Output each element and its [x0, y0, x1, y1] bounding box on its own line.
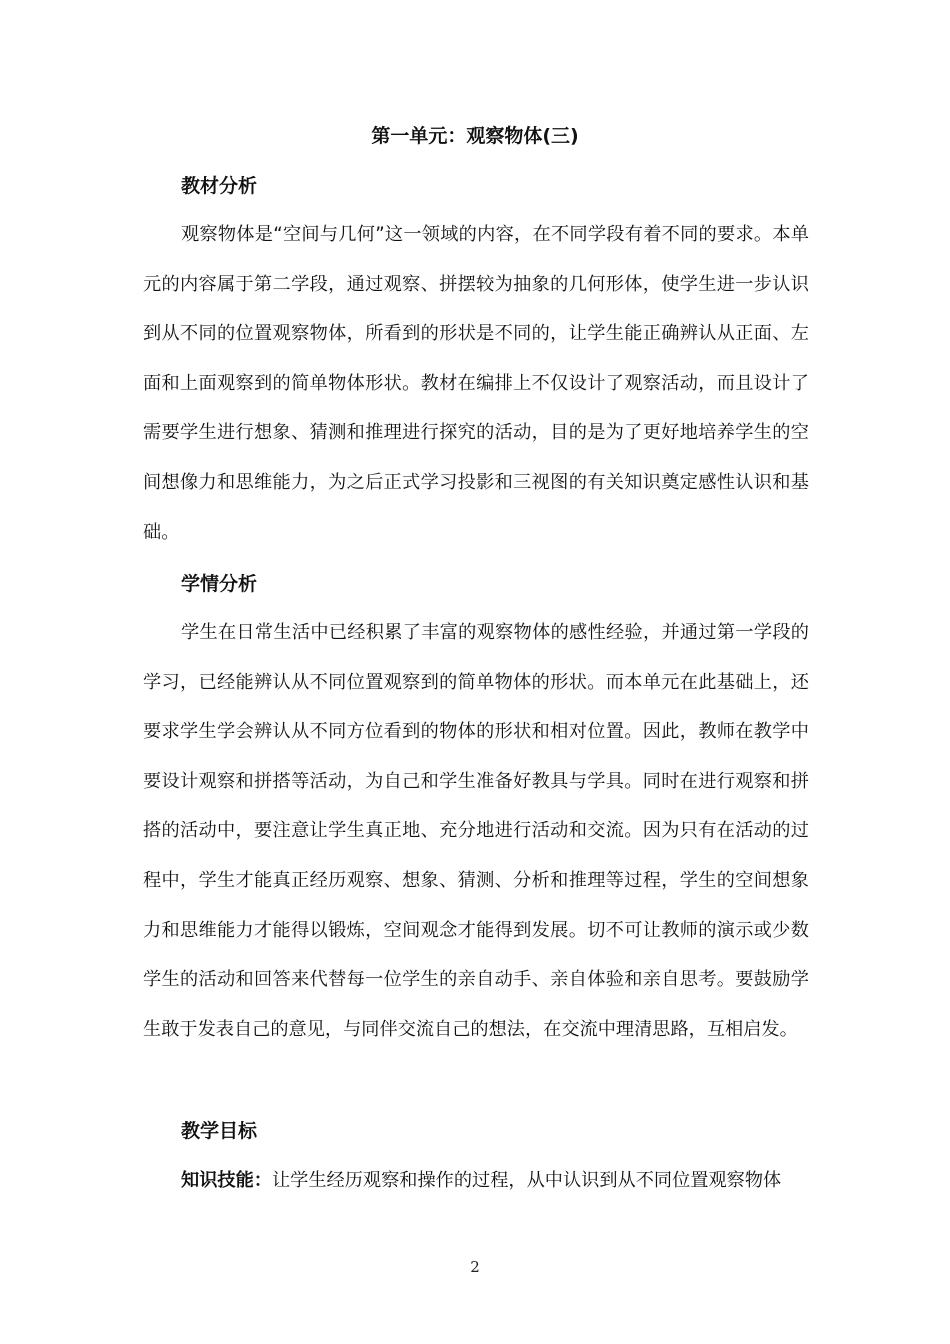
- section-heading-teaching-goals: 教学目标: [181, 1120, 258, 1142]
- knowledge-skills-text: 让学生经历观察和操作的过程，从中认识到从不同位置观察物体: [271, 1170, 782, 1191]
- paragraph-knowledge-skills: [181, 1165, 809, 1197]
- section-heading-student-analysis: 学情分析: [181, 573, 258, 595]
- page-title: 第一单元：观察物体(三): [371, 125, 579, 147]
- page-number: 2: [470, 1258, 480, 1276]
- paragraph-material-analysis: 观察物体是“空间与几何”这一领域的内容，在不同学段有着不同的要求。本单元的内容属于第二学段，通过观察、拼摆较为抽象的几何形体，使学生进一步认识到从不同的位置观察物体，所看到的形状是不同的，让学生能正确辨认从正面、左面和上面观察到的简单物体形状。教材在编排上不仅设计了观察活动，而且设计了需要学生进行想象、猜测和推理进行探究的活动，目的是为了更好地培养学生的空间想像力和思维能力，为之后正式学习投影和三视图的有关知识奠定感性认识和基础。: [143, 224, 809, 543]
- section-heading-material-analysis: 教材分析: [181, 175, 258, 197]
- knowledge-skills-label: 知识技能：: [181, 1170, 272, 1191]
- paragraph-student-analysis: 学生在日常生活中已经积累了丰富的观察物体的感性经验，并通过第一学段的学习，已经能辨认从不同位置观察到的简单物体的形状。而本单元在此基础上，还要求学生学会辨认从不同方位看到的物体的形状和相对位置。因此，教师在教学中要设计观察和拼搭等活动，为自己和学生准备好教具与学具。同时在进行观察和拼搭的活动中，要注意让学生真正地、充分地进行活动和交流。因为只有在活动的过程中，学生才能真正经历观察、想象、猜测、分析和推理等过程，学生的空间想象力和思维能力才能得以锻炼，空间观念才能得到发展。切不可让教师的演示或少数学生的活动和回答来代替每一位学生的亲自动手、亲自体验和亲自思考。要鼓励学生敢于发表自己的意见，与同伴交流自己的想法，在交流中理清思路，互相启发。: [143, 622, 809, 1040]
